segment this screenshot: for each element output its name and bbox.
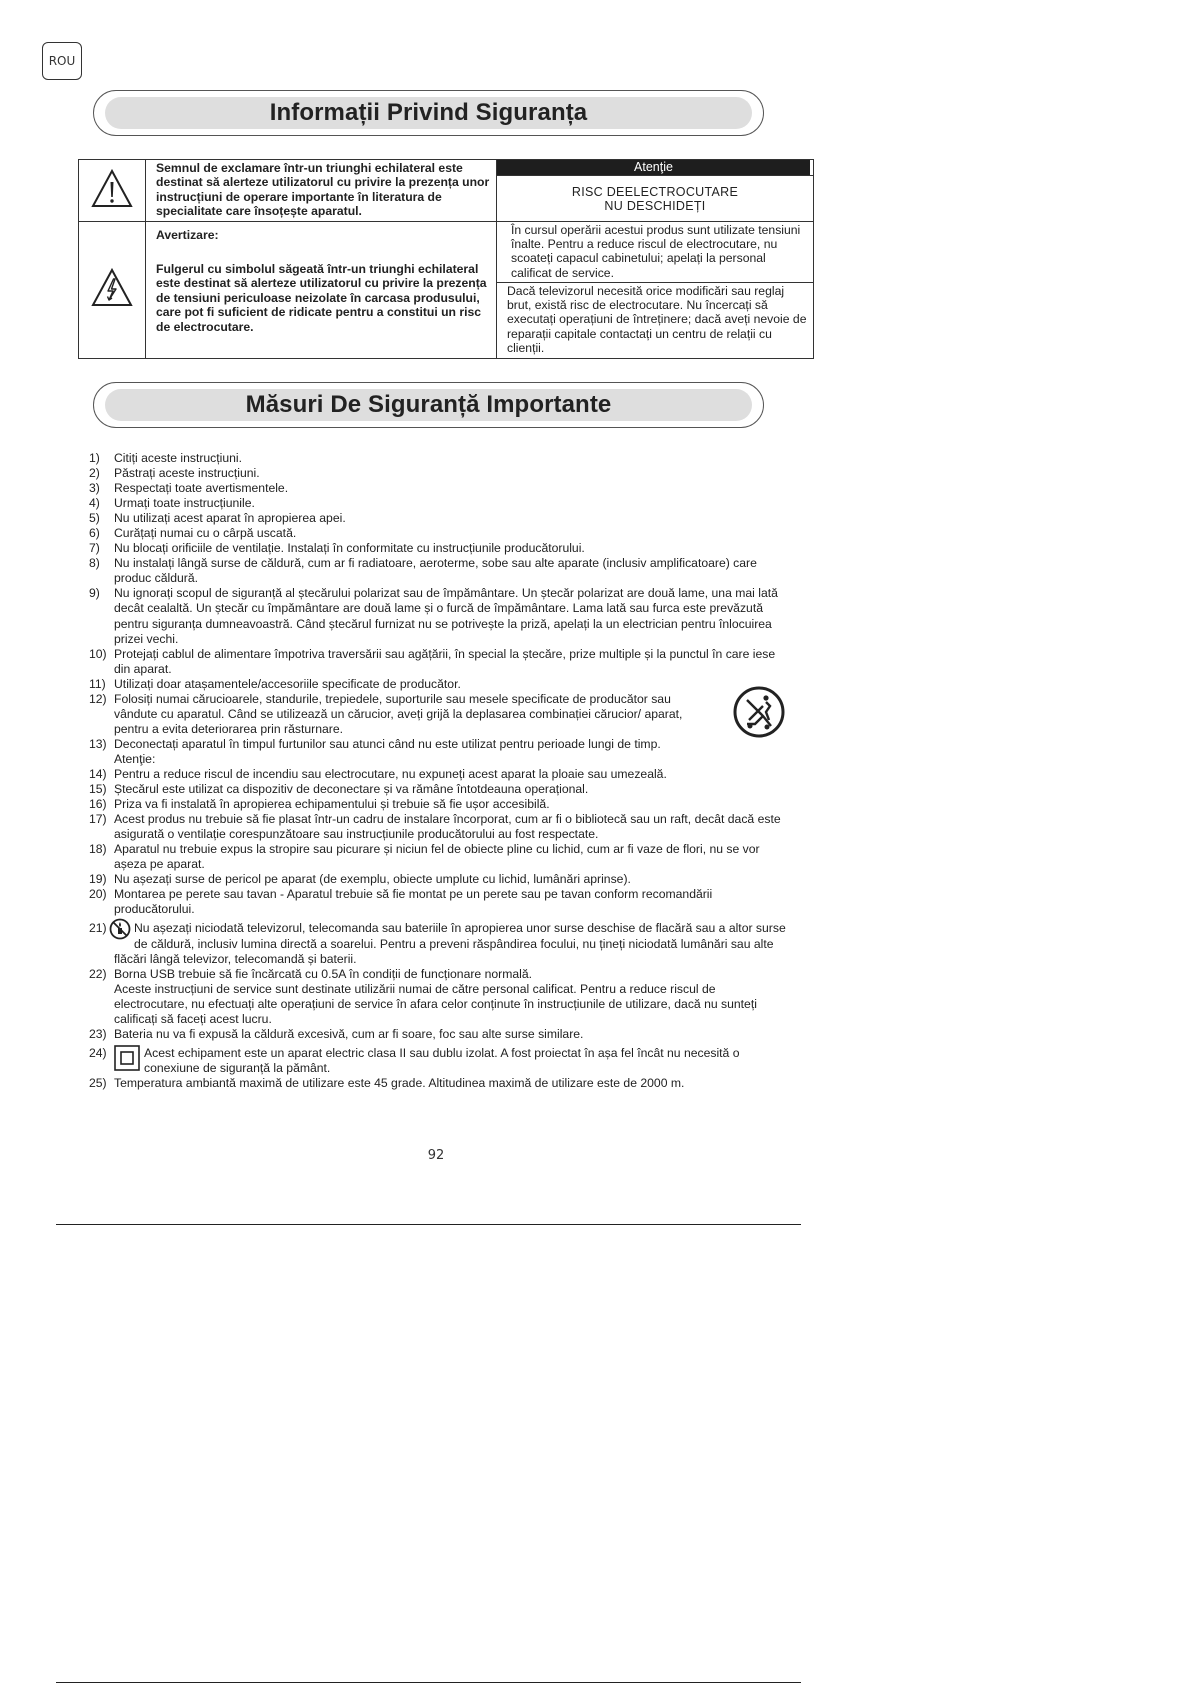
modification-text: Dacă televizorul necesită orice modificări sau reglaj brut, există risc de electrocutare. Nu încercați să executați operațiuni de întreținere; dacă aveți nevoie de reparații capitale contactați un centru de relații cu clienții. <box>497 282 813 358</box>
safety-symbols-table <box>78 159 814 359</box>
safety-info-title: Informații Privind Siguranța <box>269 99 588 126</box>
list-item: 24) Acest echipament este un aparat electric clasa II sau dublu izolat. A fost proiectat în așa fel încât nu necesită o conexiune de siguranță la pământ. <box>89 1045 740 1075</box>
list-item: 4) Urmați toate instrucțiunile. <box>89 496 255 511</box>
list-item: 5) Nu utilizați acest aparat în apropierea apei. <box>89 511 346 526</box>
lightning-text: Fulgerul cu simbolul săgeată într-un triunghi echilateral este destinat să alerteze utilizatorul cu privire la prezența de tensiuni periculoase neizolate în carcasa produsului, care pot fi suficient de ridicate pentru a constitui un risc de electrocutare. <box>156 262 487 334</box>
list-item: 10) Protejați cablul de alimentare împotriva traversării sau agățării, în special la ștecăre, prize multiple și la punctul în care iese din aparat. <box>89 646 776 676</box>
attention-cell <box>497 160 814 222</box>
risk-line-2: NU DESCHIDEȚI <box>604 199 706 213</box>
no-flame-icon <box>109 918 131 940</box>
exclamation-cell <box>79 160 146 222</box>
measures-title: Măsuri De Siguranță Importante <box>245 391 612 418</box>
list-item: 23) Bateria nu va fi expusă la căldură excesivă, cum ar fi soare, foc sau alte surse similare. <box>89 1026 584 1041</box>
list-item: 6) Curățați numai cu o cârpă uscată. <box>89 526 297 541</box>
cart-warning-icon <box>733 686 785 738</box>
list-item: 21) Nu așezați niciodată televizorul, telecomanda sau bateriile în apropierea unor surse deschise de flacără sau a altor surse de căldură, inclusiv lumina directă a soarelui. Pentru a preveni răspândirea focului, nu țineți niciodată lumânări sau alte flăcări lângă televizor, telecomandă și baterii. <box>89 921 789 966</box>
list-item: 7) Nu blocați orificiile de ventilație. Instalați în conformitate cu instrucțiunile producătorului. <box>89 541 585 556</box>
language-badge: ROU <box>42 42 82 80</box>
page-number: 92 <box>427 1148 445 1163</box>
list-item: 15) Ștecărul este utilizat ca dispozitiv de deconectare și va rămâne întotdeauna operațional. <box>89 782 589 797</box>
risk-line-1: RISC DEELECTROCUTARE <box>571 185 739 199</box>
item-21-text: Nu așezați niciodată televizorul, telecomanda sau bateriile în apropierea unor surse deschise de flacără sau a altor surse de căldură, inclusiv lumina directă a soarelui. Pentru a preveni răspândirea focului, nu țineți niciodată lumânări sau alte flăcări lângă televizor, telecomandă și baterii. <box>114 921 786 966</box>
list-item: 12) Folosiți numai cărucioarele, standurile, trepiedele, suporturile sau mesele specificate de producător sau vândute cu aparatul. Când se utilizează un cărucior, aveți grijă la deplasarea combinației cărucior/ aparat, pentru a evita deteriorarea prin răsturnare. <box>89 691 683 736</box>
item-24-text: Acest echipament este un aparat electric clasa II sau dublu izolat. A fost proiectat în așa fel încât nu necesită o conexiune de siguranță la pământ. <box>144 1045 740 1075</box>
warning-details-cell <box>497 221 814 358</box>
list-item: 11) Utilizați doar atașamentele/accesoriile specificate de producător. <box>89 676 461 691</box>
list-item: 17) Acest produs nu trebuie să fie plasat într-un cadru de instalare încorporat, cum ar fi o bibliotecă sau un raft, decât dacă este asigurată o ventilație corespunzătoare sau instrucțiunile producătorului au fost respectate. <box>89 812 781 842</box>
list-item: 22) Borna USB trebuie să fie încărcată cu 0.5A în condiții de funcționare normală. <box>89 966 532 981</box>
bottom-divider <box>56 1682 801 1683</box>
list-item: 18) Aparatul nu trebuie expus la stropire sau picurare și niciun fel de obiecte pline cu lichid, cum ar fi vaze de flori, nu se vor așeza pe aparat. <box>89 842 760 872</box>
exclamation-description <box>146 160 497 222</box>
list-item: 8) Nu instalați lângă surse de căldură, cum ar fi radiatoare, aeroterme, sobe sau alte aparate (inclusiv amplificatoare) care produc căldură. <box>89 556 757 586</box>
safety-info-banner <box>93 90 764 136</box>
list-item: 1) Citiți aceste instrucțiuni. <box>89 451 243 465</box>
footer-divider <box>56 1224 801 1225</box>
list-item: 13) Deconectați aparatul în timpul furtunilor sau atunci când nu este utilizat pentru perioade lungi de timp. <box>89 736 661 751</box>
list-item: 2) Păstrați aceste instrucțiuni. <box>89 466 260 481</box>
list-item: 20) Montarea pe perete sau tavan - Aparatul trebuie să fie montat pe un perete sau pe tavan conform recomandării producătorului. <box>89 887 713 917</box>
double-insulation-icon <box>114 1045 140 1071</box>
list-item: 9) Nu ignorați scopul de siguranță al ștecărului polarizat sau de împământare. Un ștecăr polarizat are două lame, una mai lată decât cealaltă. Un ștecăr cu împământare are două lame și o furcă de împământare. Lama lată sau furca este prevăzută pentru siguranța dumneavoastră. Când ștecărul furnizat nu se potrivește la priză, apelați la un electrician pentru înlocuirea prizei vechi. <box>89 586 778 646</box>
exclamation-text: Semnul de exclamare într-un triunghi echilateral este destinat să alerteze utilizatorul cu privire la prezența unor instrucțiuni de operare importante în literatura de specialitate care însoțește aparatul. <box>156 161 490 219</box>
attention-note: Atenţie: <box>114 751 156 766</box>
lightning-cell <box>79 221 146 358</box>
warning-title: Avertizare: <box>156 227 219 242</box>
attention-label: Atenţie <box>497 160 810 175</box>
risk-warning <box>497 175 813 219</box>
safety-measures-list <box>89 451 789 1091</box>
list-item: 16) Priza va fi instalată în apropierea echipamentului și trebuie să fie ușor accesibilă. <box>89 797 550 812</box>
lightning-description <box>146 221 497 358</box>
high-voltage-text: În cursul operării acestui produs sunt utilizate tensiuni înalte. Pentru a reduce riscul de electrocutare, nu scoateți capacul cabinetului; apelați la personal calificat de service. <box>511 222 801 280</box>
measures-banner <box>93 382 764 428</box>
exclamation-triangle-icon <box>90 168 134 210</box>
service-note: Aceste instrucțiuni de service sunt destinate utilizării numai de către personal calificat. Pentru a reduce riscul de electrocutare, nu efectuați alte operațiuni de service în afara celor conținute în instrucțiunile de utilizare, dacă nu sunteți calificați să faceți acest lucru. <box>114 981 757 1026</box>
list-item: 25) Temperatura ambiantă maximă de utilizare este 45 grade. Altitudinea maximă de utilizare este de 2000 m. <box>89 1075 685 1090</box>
list-item: 3) Respectați toate avertismentele. <box>89 481 289 496</box>
list-item: 19) Nu așezați surse de pericol pe aparat (de exemplu, obiecte umplute cu lichid, lumânări aprinse). <box>89 872 631 887</box>
list-item: 14) Pentru a reduce riscul de incendiu sau electrocutare, nu expuneți acest aparat la ploaie sau umezeală. <box>89 766 667 781</box>
lightning-triangle-icon <box>90 267 134 309</box>
